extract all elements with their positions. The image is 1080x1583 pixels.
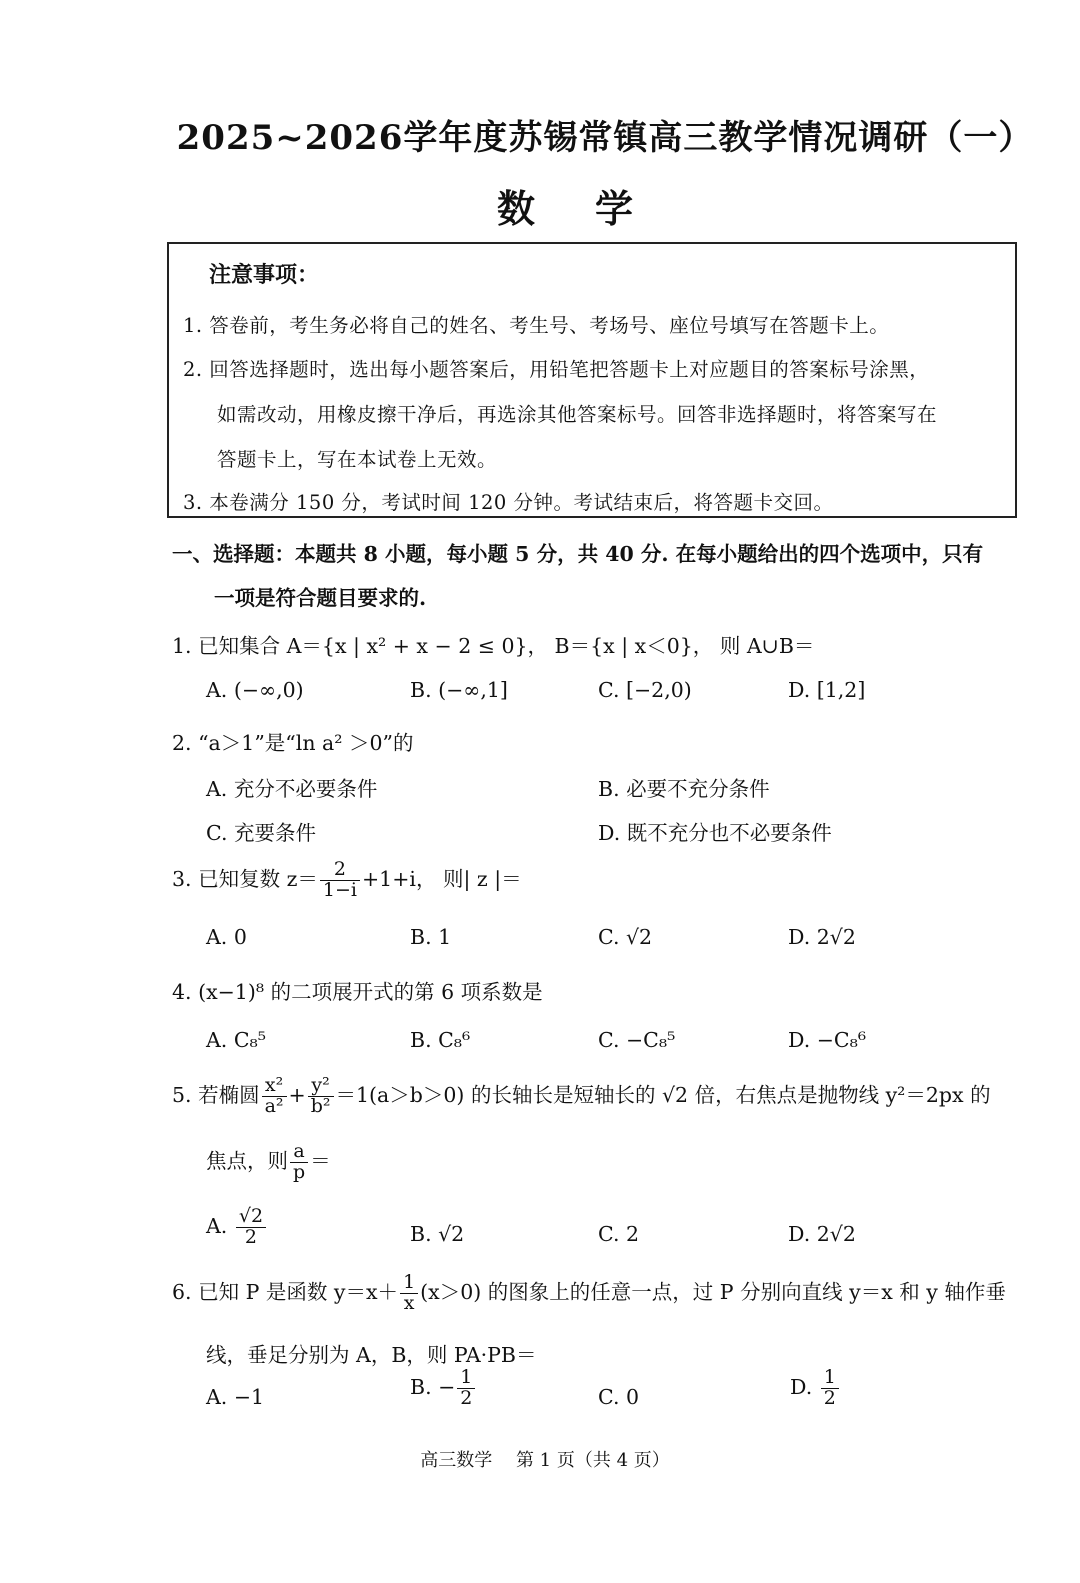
- question-5-stem: [172, 1076, 991, 1117]
- q5-num-a: a: [290, 1142, 308, 1163]
- q6-stem-pre: 6. 已知 P 是函数 y＝x＋: [172, 1279, 399, 1304]
- q6-fraction: [400, 1273, 418, 1314]
- q3-option-c: C. √2: [598, 925, 653, 949]
- notice-item-1: 1. 答卷前，考生务必将自己的姓名、考生号、考场号、座位号填写在答题卡上。: [183, 314, 890, 337]
- q2-option-a: A. 充分不必要条件: [206, 777, 378, 801]
- question-3-stem: [172, 860, 522, 901]
- q5-plus: +: [288, 1082, 306, 1107]
- q3-fraction: [320, 860, 360, 901]
- q2-option-b: B. 必要不充分条件: [598, 777, 770, 801]
- q6-option-a: A. −1: [206, 1385, 265, 1409]
- q4-option-b: B. C₈⁶: [410, 1028, 471, 1052]
- q5-fraction-x: [262, 1076, 287, 1117]
- q2-option-d: D. 既不充分也不必要条件: [598, 821, 832, 845]
- q6-option-d-num: 1: [821, 1368, 839, 1389]
- q5-option-c: C. 2: [598, 1222, 640, 1246]
- q5-den-p: p: [293, 1160, 306, 1183]
- question-6-stem-line2: 线，垂足分别为 A，B，则 PA·PB＝: [206, 1343, 537, 1367]
- q5-option-d: D. 2√2: [788, 1222, 856, 1246]
- q6-option-d-den: 2: [823, 1386, 836, 1409]
- question-2-stem: 2. “a＞1”是“ln a² ＞0”的: [172, 731, 414, 755]
- q6-numerator: 1: [400, 1273, 418, 1294]
- q2-option-c: C. 充要条件: [206, 821, 316, 845]
- q6-option-d-fraction: [821, 1368, 839, 1409]
- q5-option-a-label: A.: [206, 1213, 228, 1238]
- q5-stem-pre: 5. 若椭圆: [172, 1082, 260, 1107]
- q5-option-a: [206, 1207, 268, 1248]
- q5-line2-pre: 焦点，则: [206, 1148, 288, 1173]
- notice-box: [167, 242, 1017, 518]
- q6-stem-post: (x＞0) 的图象上的任意一点，过 P 分别向直线 y＝x 和 y 轴作垂: [420, 1279, 1006, 1304]
- q5-stem-mid: ＝1(a＞b＞0) 的长轴长是短轴长的 √2 倍，右焦点是抛物线 y²＝2px 的: [335, 1082, 991, 1107]
- q1-option-a: A. (−∞,0): [206, 678, 304, 702]
- question-4-stem: 4. (x−1)⁸ 的二项展开式的第 6 项系数是: [172, 980, 543, 1004]
- q4-option-d: D. −C₈⁶: [788, 1028, 867, 1052]
- q6-denominator: x: [403, 1291, 415, 1314]
- q5-option-a-num: √2: [236, 1207, 266, 1228]
- subject-title: 数学: [496, 186, 693, 231]
- question-6-stem: [172, 1273, 1006, 1314]
- notice-item-2-cont2: 答题卡上，写在本试卷上无效。: [217, 448, 498, 471]
- q6-option-b-label: B. −: [410, 1374, 456, 1399]
- q3-stem-pre: 3. 已知复数 z＝: [172, 866, 318, 891]
- q4-option-a: A. C₈⁵: [206, 1028, 266, 1052]
- q5-line2-post: ＝: [310, 1148, 331, 1173]
- q6-option-b-num: 1: [457, 1368, 475, 1389]
- q5-option-a-fraction: [236, 1207, 266, 1248]
- q3-denominator: 1−i: [322, 878, 357, 901]
- q5-num-y: y²: [308, 1076, 334, 1097]
- q5-den-a: a²: [264, 1094, 284, 1117]
- q1-option-d: D. [1,2]: [788, 678, 866, 702]
- q5-option-b: B. √2: [410, 1222, 465, 1246]
- q5-num-x: x²: [262, 1076, 287, 1097]
- q3-stem-post: +1+i， 则| z |＝: [362, 866, 522, 891]
- notice-item-2: 2. 回答选择题时，选出每小题答案后，用铅笔把答题卡上对应题目的答案标号涂黑，: [183, 358, 930, 381]
- q6-option-d-label: D.: [790, 1374, 813, 1399]
- question-5-stem-line2: [206, 1142, 331, 1183]
- section-heading: 一、选择题：本题共 8 小题，每小题 5 分，共 40 分. 在每小题给出的四个选项中，只有: [172, 542, 984, 566]
- q1-option-b: B. (−∞,1]: [410, 678, 508, 702]
- q5-fraction-ap: [290, 1142, 308, 1183]
- q3-numerator: 2: [320, 860, 360, 881]
- q4-option-c: C. −C₈⁵: [598, 1028, 676, 1052]
- question-1-stem: 1. 已知集合 A＝{x | x² + x − 2 ≤ 0}， B＝{x | x＜0}， 则 A∪B＝: [172, 634, 815, 658]
- notice-title: 注意事项：: [209, 262, 320, 288]
- exam-title: 2025~2026学年度苏锡常镇高三教学情况调研（一）: [176, 118, 1034, 158]
- q6-option-b-den: 2: [460, 1386, 473, 1409]
- notice-item-2-cont: 如需改动，用橡皮擦干净后，再选涂其他答案标号。回答非选择题时，将答案写在: [217, 403, 938, 426]
- q5-fraction-y: [308, 1076, 334, 1117]
- q3-option-a: A. 0: [206, 925, 247, 949]
- q1-option-c: C. [−2,0): [598, 678, 692, 702]
- q6-option-d: [790, 1368, 841, 1409]
- q5-option-a-den: 2: [244, 1225, 257, 1248]
- page-footer: 高三数学 第 1 页（共 4 页）: [420, 1450, 670, 1471]
- q6-option-b-fraction: [457, 1368, 475, 1409]
- q6-option-b: [410, 1368, 477, 1409]
- notice-item-3: 3. 本卷满分 150 分，考试时间 120 分钟。考试结束后，将答题卡交回。: [183, 491, 834, 514]
- section-heading-cont: 一项是符合题目要求的.: [214, 586, 427, 610]
- q6-option-c: C. 0: [598, 1385, 640, 1409]
- q3-option-d: D. 2√2: [788, 925, 856, 949]
- q5-den-b: b²: [310, 1094, 331, 1117]
- q3-option-b: B. 1: [410, 925, 452, 949]
